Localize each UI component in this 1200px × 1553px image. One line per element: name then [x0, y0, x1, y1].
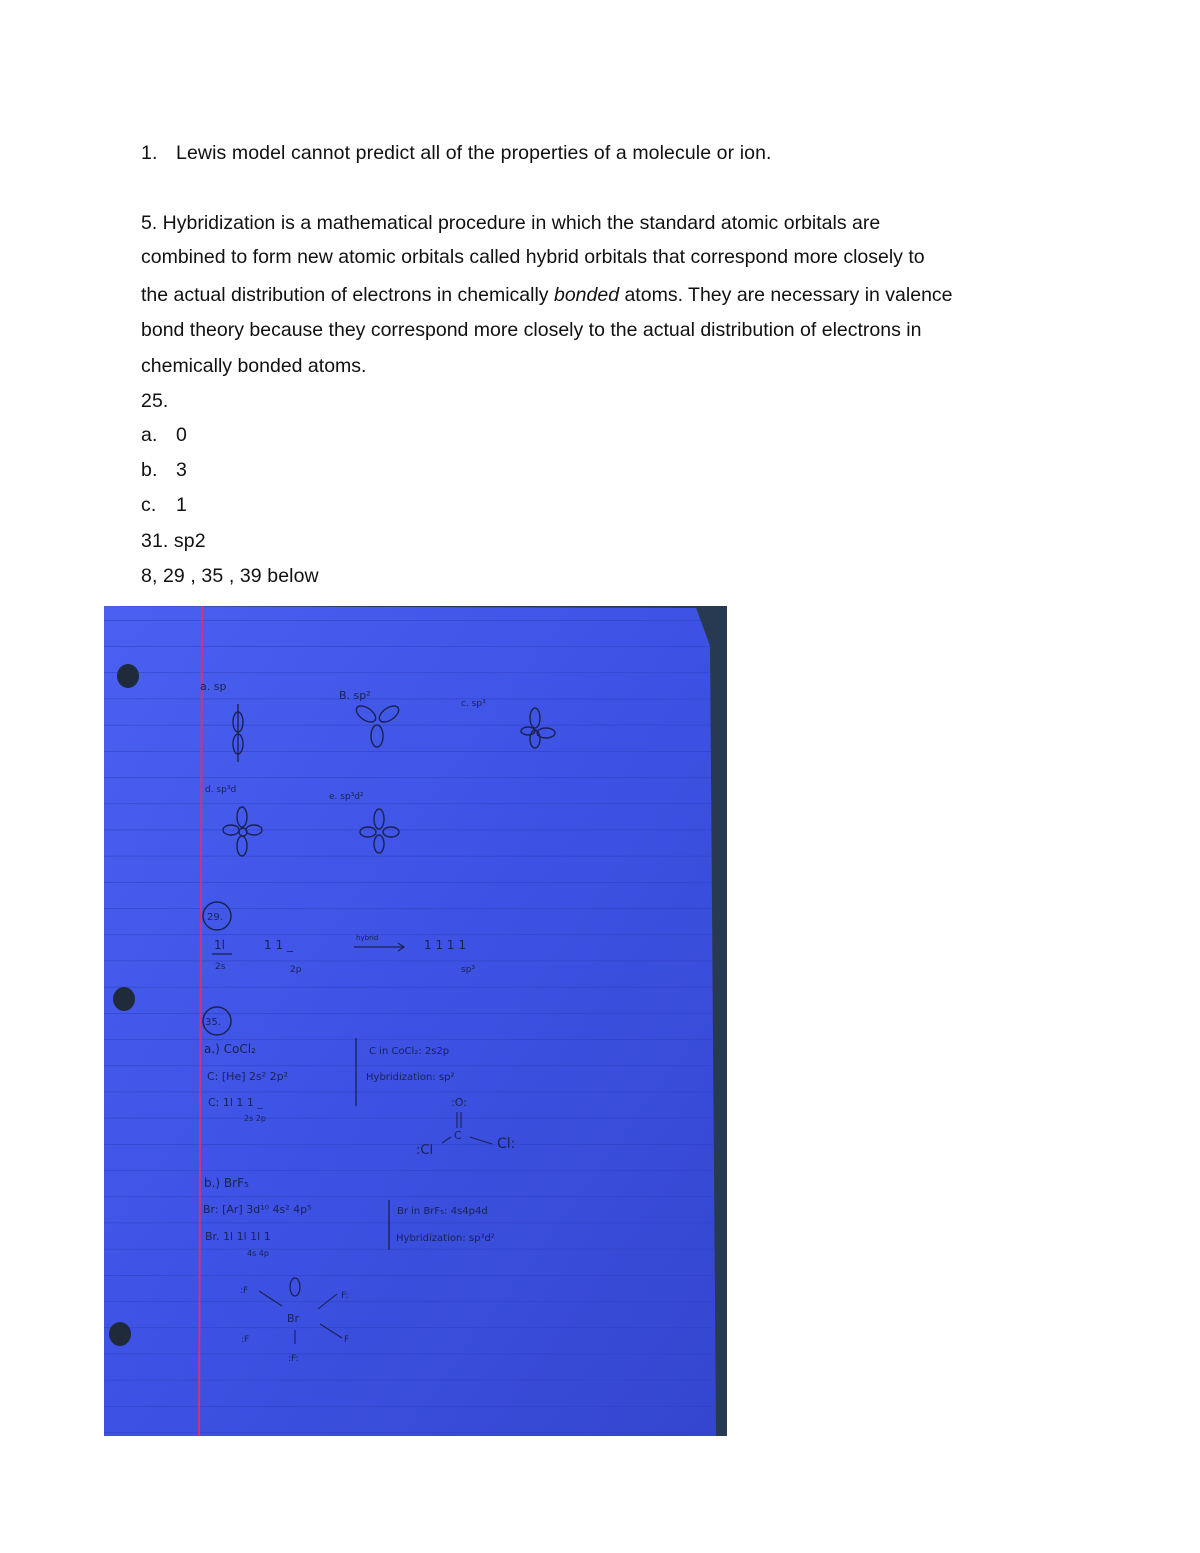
fluorine-2: F: — [341, 1291, 349, 1301]
binder-hole — [109, 1322, 131, 1346]
answer-25-a-label: a. — [141, 424, 158, 446]
q35a-boxes: C: 1l 1 1 _ — [208, 1096, 263, 1109]
fluorine-1: :F — [240, 1286, 249, 1296]
answer-5-line-4: bond theory because they correspond more closely to the actual distribution of electrons in — [141, 319, 922, 341]
q35a-config: C: [He] 2s² 2p² — [207, 1070, 289, 1083]
answer-5-line-5: chemically bonded atoms. — [141, 355, 367, 377]
label-a-sp: a. sp — [200, 680, 227, 693]
lewis-oxygen: :O: — [451, 1096, 467, 1109]
lewis-cl-left: :Cl — [416, 1143, 434, 1158]
lewis-cl-right: Cl: — [497, 1136, 516, 1152]
answer-25-b-value: 3 — [176, 459, 187, 481]
q35a-formula: a.) CoCl₂ — [204, 1042, 256, 1056]
q35a-right-1: C in CoCl₂: 2s2p — [369, 1046, 450, 1057]
label-q29: 29. — [207, 912, 223, 923]
answer-25-b — [141, 458, 187, 482]
q29-2p-box: 1 1 _ — [264, 938, 293, 952]
q29-2p-label: 2p — [290, 965, 302, 975]
label-c-sp3: c. sp³ — [461, 699, 486, 709]
answer-5-line-1: 5. Hybridization is a mathematical procedure in which the standard atomic orbitals are — [141, 212, 881, 234]
label-b-sp2: B. sp² — [339, 689, 371, 702]
q35b-box-labels: 4s 4p — [247, 1249, 269, 1258]
answer-31: 31. sp2 — [141, 530, 206, 552]
q35b-formula: b.) BrF₅ — [204, 1176, 249, 1190]
q35b-right-1: Br in BrF₅: 4s4p4d — [397, 1206, 488, 1217]
answer-25-a — [141, 423, 187, 447]
answer-5-line-3 — [141, 283, 953, 307]
answer-1-text: Lewis model cannot predict all of the properties of a molecule or ion. — [176, 142, 772, 164]
binder-hole — [117, 664, 139, 688]
answer-5-emphasis: bonded — [553, 284, 620, 306]
see-below-note: 8, 29 , 35 , 39 below — [141, 565, 319, 587]
answer-25-a-value: 0 — [176, 424, 187, 446]
answer-25-c-value: 1 — [176, 494, 187, 516]
answer-5-line-2: combined to form new atomic orbitals called hybrid orbitals that correspond more closely to — [141, 246, 925, 268]
notebook-drawing — [104, 606, 727, 1436]
label-q35: 35. — [205, 1017, 221, 1028]
fluorine-4: F — [344, 1335, 350, 1345]
q35a-right-2: Hybridization: sp² — [366, 1072, 455, 1083]
answer-25-b-label: b. — [141, 459, 158, 481]
answer-25-heading: 25. — [141, 390, 169, 412]
q29-2s-label: 2s — [215, 962, 226, 972]
answer-5-line-3-b: atoms. They are necessary in valence — [619, 284, 953, 306]
lewis-carbon: C — [454, 1129, 462, 1142]
bromine-atom: Br — [287, 1312, 300, 1325]
binder-hole — [113, 987, 135, 1011]
fluorine-3: :F — [241, 1335, 250, 1345]
fluorine-5: :F: — [288, 1354, 299, 1364]
label-d-sp3d: d. sp³d — [205, 785, 237, 795]
q29-2s-box: 1l — [214, 938, 225, 952]
answer-1-number: 1. — [141, 142, 158, 164]
label-e-sp3d2: e. sp³d² — [329, 792, 364, 802]
answer-25-c — [141, 493, 187, 517]
q29-arrow-label: hybrid — [356, 934, 379, 942]
answer-1 — [141, 141, 772, 165]
q35b-boxes: Br. 1l 1l 1l 1 — [205, 1230, 271, 1243]
q35b-config: Br: [Ar] 3d¹⁰ 4s² 4p⁵ — [203, 1203, 312, 1216]
answer-25-c-label: c. — [141, 494, 157, 516]
q35b-right-2: Hybridization: sp³d² — [396, 1233, 495, 1244]
q35a-box-labels: 2s 2p — [244, 1114, 266, 1123]
q29-sp3-label: sp³ — [461, 965, 476, 975]
answer-5-line-3-a: the actual distribution of electrons in chemically — [141, 284, 554, 306]
notebook-photo — [104, 606, 727, 1436]
q29-sp3-box: 1 1 1 1 — [424, 938, 466, 952]
